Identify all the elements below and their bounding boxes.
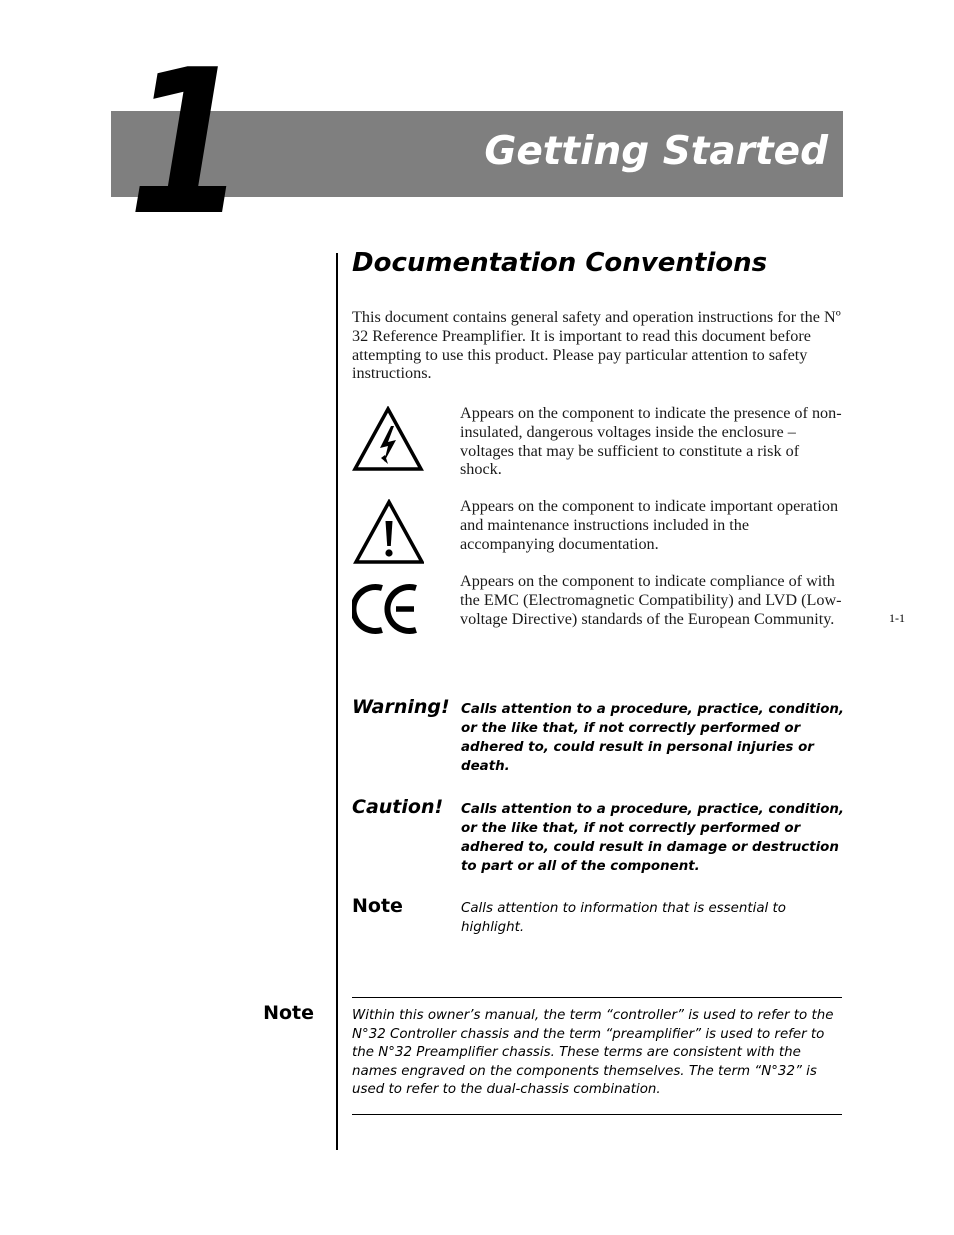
note-bottom-rule bbox=[352, 1114, 842, 1115]
caution-label: Caution! bbox=[352, 796, 444, 818]
warning-label: Warning! bbox=[352, 696, 450, 718]
ce-mark-icon bbox=[352, 580, 424, 636]
symbol-text-exclamation: Appears on the component to indicate important operation and maintenance instructions included in the accompanying documentation. bbox=[460, 497, 839, 553]
warning-text: Calls attention to a procedure, practice, condition, or the like that, if not correctly performed or adhered to, could result in personal injuries or death. bbox=[461, 702, 845, 774]
lightning-warning-icon bbox=[352, 406, 424, 472]
note-top-rule bbox=[352, 997, 842, 998]
note-text: Calls attention to information that is essential to highlight. bbox=[461, 901, 786, 935]
caution-text: Calls attention to a procedure, practice, condition, or the like that, if not correctly performed or adhered to, could result in damage or destruction to part or all of the component. bbox=[461, 802, 845, 874]
page-number: 1-1 bbox=[889, 611, 905, 625]
symbol-text-ce: Appears on the component to indicate compliance of with the EMC (Electromagnetic Compatibility) and LVD (Low-voltage Directive) standards of the European Community. bbox=[460, 572, 842, 628]
chapter-number: 1 bbox=[128, 27, 242, 260]
chapter-title: Getting Started bbox=[484, 129, 828, 174]
note-label: Note bbox=[352, 895, 403, 917]
section-title: Documentation Conventions bbox=[352, 248, 768, 278]
margin-note-label: Note bbox=[263, 1002, 314, 1024]
exclamation-warning-icon bbox=[352, 499, 424, 565]
intro-paragraph: This document contains general safety and operation instructions for the Nº 32 Reference Preamplifier. It is important to read this document before attempting to use this product. Please pay particular attention to safety instructions. bbox=[352, 308, 841, 383]
vertical-divider bbox=[336, 253, 338, 1150]
margin-note-text: Within this owner’s manual, the term “controller” is used to refer to the N°32 Controller chassis and the term “preamplifier” is used to refer to the N°32 Preamplifier chassis. These terms are consistent with the names engraved on the components themselves. The term “N°32” is used to refer to the dual-chassis combination. bbox=[352, 1008, 834, 1098]
symbol-text-lightning: Appears on the component to indicate the presence of non-insulated, dangerous voltages inside the enclosure – voltages that may be sufficient to constitute a risk of shock. bbox=[460, 404, 842, 479]
